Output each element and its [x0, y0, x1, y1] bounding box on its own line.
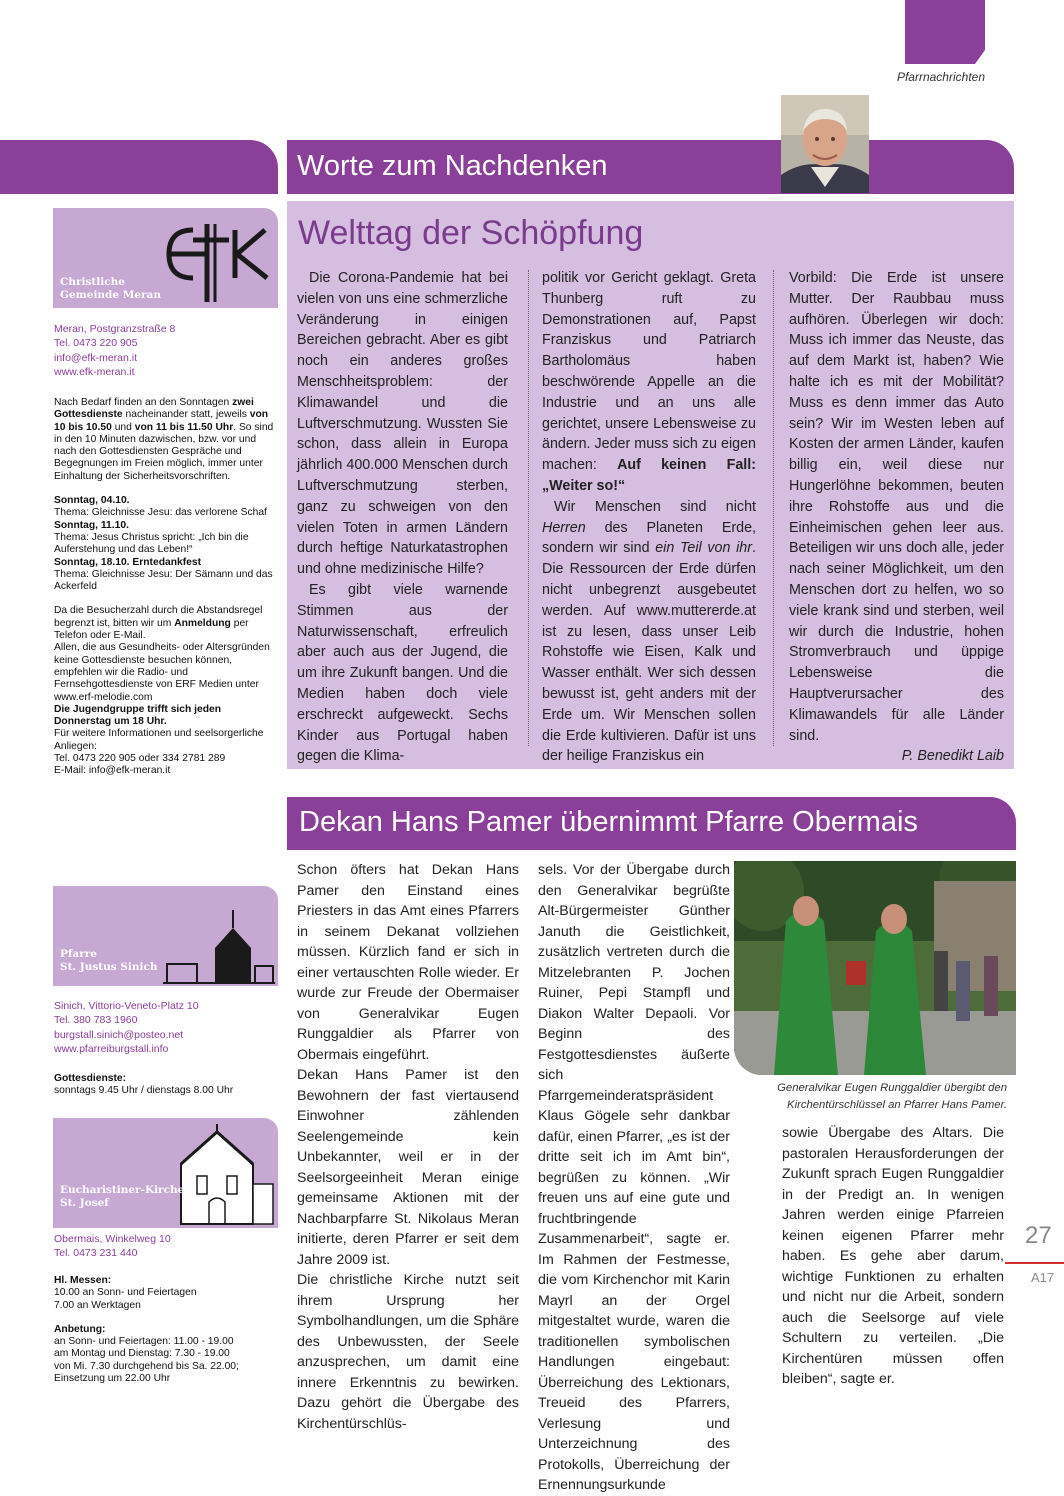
efk-service-date: Sonntag, 04.10. [54, 495, 130, 507]
photo-caption: Generalvikar Eugen Runggaldier übergibt den Kirchentürschlüssel an Pfarrer Hans Pamer. [777, 1082, 1007, 1111]
article1-column-2 [542, 268, 756, 767]
josef-times [54, 1275, 280, 1385]
josef-anbetung-line: Einsetzung um 22.00 Uhr [54, 1373, 171, 1385]
church-building-icon [177, 1124, 275, 1226]
efk-contact [54, 322, 278, 379]
efk-text: Für weitere Informationen und seelsorgerliche Anliegen: [54, 728, 264, 752]
page-number: 27 [1025, 1222, 1052, 1249]
sinich-services-heading: Gottesdienste: [54, 1073, 127, 1084]
efk-service-theme: Thema: Gleichnisse Jesu: das verlorene Schaf [54, 507, 267, 519]
article2-paragraph: Schon öfters hat Dekan Hans Pamer den Einstand eines Priesters in das Amt eines Pfarrers in seinem Dekanat vollziehen müssen. Kürzlich fand er sich in einer vertauschten Rolle wieder. Er wurde zur Freude der Obermaiser von Generalvikar Eugen Runggaldier als Pfarrer von Obermais eingeführt. [297, 862, 519, 1063]
efk-text: nacheinander statt, jeweils [125, 409, 247, 421]
article1-signature: P. Benedikt Laib [901, 748, 1004, 765]
efk-text: E-Mail: info@efk-meran.it [54, 765, 171, 777]
josef-anbetung-line: am Montag und Dienstag: 7.30 - 19.00 [54, 1348, 230, 1360]
sinich-header-box [53, 886, 278, 986]
efk-service-theme: Thema: Jesus Christus spricht: „Ich bin die Auferstehung und das Leben!“ [54, 531, 249, 556]
article2-paragraph: Dekan Hans Pamer ist den Bewohnern der fast viertausend Einwohner zählenden Seelengemeinde kein Unbekannter, weil er in der Seelsorgeeinheit Meran einige gemeinsame Aktionen mit der Nachbarpfarre St. Nikolaus Meran initierte, deren Pfarrer er seit dem Jahre 2009 ist. [297, 1067, 519, 1268]
efk-youth-group: Die Jugendgruppe trifft sich jeden Donnerstag um 18 Uhr. [54, 703, 222, 728]
author-portrait [781, 95, 869, 193]
efk-service-theme: Thema: Gleichnisse Jesu: Der Sämann und das Ackerfeld [54, 568, 273, 593]
efk-name-line1: Christliche [60, 276, 125, 288]
church-sketch-icon [163, 908, 275, 984]
column-divider [528, 270, 529, 746]
article1-title: Welttag der Schöpfung [298, 214, 644, 252]
efk-service-date: Sonntag, 11.10. [54, 519, 129, 531]
article1-italic-text: Herren [542, 519, 586, 536]
article2-paragraph: sowie Übergabe des Altars. Die pastoralen Herausforderungen der Zukunft sprach Eugen Runggaldier in der Predigt an. In wenigen Jahren werden einige Pfarreien keinen eigenen Pfarrer mehr haben. Es gehe aber darum, wichtige Funktionen zu erhalten und nicht nur die Arbeit, sondern auch die Seelsorge auf viele Schultern zu verteilen. „Die Kirchentüren müssen offen bleiben“, sagte er. [782, 1125, 1004, 1387]
sinich-email[interactable]: burgstall.sinich@posteo.net [54, 1028, 184, 1041]
efk-name-line2: Gemeinde Meran [60, 289, 162, 301]
efk-text: Allen, die aus Gesundheits- oder Altersgründen keine Gottesdienste besuchen können, empfehlen wir die Radio- und Fernsehgottesdienste von ERF Medien unter www.erf-melodie.com [54, 642, 270, 703]
josef-messen-line: 10.00 an Sonn- und Feiertagen [54, 1287, 197, 1299]
footer-divider [1005, 1262, 1064, 1264]
josef-phone: Tel. 0473 231 440 [54, 1247, 138, 1260]
efk-text: . So sind in den 10 Minuten dazwischen, bzw. vor und nach den Gottesdiensten Gespräche und Begegnungen im Freien möglich, immer unter Einhaltung der Sicherheitsvorschriften. [54, 421, 274, 482]
josef-address: Obermais, Winkelweg 10 [54, 1233, 171, 1245]
efk-text: per Telefon oder E-Mail. [54, 617, 249, 642]
article1-paragraph: Es gibt viele warnende Stimmen aus der Naturwissenschaft, erfreulich aber auch aus der Jugend, die um ihre Zukunft bangen. Und die Medien haben doch viele erschreckt aufgeweckt. Sechs Kinder aus Portugal haben gegen die Klima- [297, 581, 508, 765]
article2-paragraph: Die christliche Kirche nutzt seit ihrem Ursprung her Symbolhandlungen, um die Sphäre des Unbewussten, der Seele anzusprechen, um damit eine innere Erkenntnis zu bewirken. Dazu gehört die Übergabe des Kirchentürschlüs- [297, 1272, 519, 1432]
efk-address: Meran, Postgranzstraße 8 [54, 323, 176, 335]
efk-info [54, 397, 280, 778]
article1-column-1 [297, 268, 508, 767]
article2-paragraph: sels. Vor der Übergabe durch den Generalvikar begrüßte Alt-Bürgermeister Günther Januth die Geistlichkeit, zusätzlich vertreten durch die Mitzelebranten P. Jochen Ruiner, Pepi Stampfl und Diakon Walter Depaoli. Vor Beginn des Festgottesdienstes äußerte sich Pfarrgemeinderatspräsident Klaus Gögele sehr dankbar dafür, einen Pfarrer, „es ist der dritte seit ich im Amt bin“, begrüßen zu können. „Wir freuen uns auf eine gute und fruchtbringende Zusammenarbeit“, sagte er. Im Rahmen der Festmesse, die vom Kirchenchor mit Karin Mayrl an der Orgel mitgestaltet wurde, waren die traditionellen symbolischen Handlungen eingebaut: Überreichung des Lektionars, Treueid des Pfarrers, Verlesung und Unterzeichnung des Protokolls, Überreichung der Ernennungsurkunde [538, 862, 730, 1493]
efk-logo-icon [163, 216, 273, 304]
efk-bold: zwei Gottesdienste [54, 397, 254, 421]
sinich-web[interactable]: www.pfarreiburgstall.info [54, 1042, 169, 1055]
sinich-contact [54, 999, 278, 1056]
efk-bold: von 11 bis 11.50 Uhr [134, 421, 234, 433]
section-label: Pfarrnachrichten [896, 70, 985, 84]
sinich-name-line1: Pfarre [60, 948, 97, 960]
efk-text: Nach Bedarf finden an den Sonntagen [54, 397, 230, 408]
sinich-address: Sinich, Vittorio-Veneto-Platz 10 [54, 1000, 199, 1012]
article2-column-3 [782, 1123, 1004, 1390]
article1-italic-text: ein Teil von ihr [655, 540, 753, 557]
article1-text: Wir Menschen sind nicht [554, 498, 756, 515]
article2-column-1 [297, 860, 519, 1434]
josef-name-line1: Eucharistiner-Kirche [60, 1184, 185, 1196]
josef-anbetung-line: an Sonn- und Feiertagen: 11.00 - 19.00 [54, 1336, 234, 1348]
ceremony-photo [734, 861, 1016, 1075]
sinich-phone: Tel. 380 783 1960 [54, 1014, 138, 1027]
josef-name-line2: St. Josef [60, 1197, 109, 1209]
article1-column-3 [789, 268, 1004, 767]
article2-title: Dekan Hans Pamer übernimmt Pfarre Obermais [299, 806, 918, 838]
sinich-name-line2: St. Justus Sinich [60, 961, 158, 973]
article1-text: . Die Ressourcen der Erde dürfen nicht unbegrenzt ausgebeutet werden. Auf www.muttererde.at ist zu lesen, dass unser Leib Rohstoffe wie Eisen, Kalk und Wasser enthält. Wer sich dessen bewusst ist, geht anders mit der Erde um. Wir Menschen sollen die Erde kultivieren. Dafür ist uns der heilige Franziskus ein [542, 540, 756, 765]
efk-text: Tel. 0473 220 905 oder 334 2781 289 [54, 753, 226, 765]
efk-phone: Tel. 0473 220 905 [54, 337, 138, 350]
article1-paragraph: Die Corona-Pandemie hat bei vielen von uns eine schmerzliche Veränderung in einigen Bereichen gebracht. Aber es gibt noch ein anderes großes Menschheitsproblem: der Klimawandel und die Luftverschmutzung. Wussten Sie schon, dass allein in Europa jährlich 400.000 Menschen durch Luftverschmutzung sterben, ganz zu schweigen von den vielen Toten in armen Ländern durch heftige Naturkatastrophen und ohne medizinische Hilfe? [297, 270, 508, 578]
sinich-services [54, 1073, 280, 1098]
article1-text: des Planeten Erde, sondern wir sind [542, 519, 756, 557]
josef-contact [54, 1232, 278, 1261]
efk-header-box [53, 208, 278, 308]
top-tab-marker [905, 0, 985, 64]
josef-header-box [53, 1118, 278, 1228]
article1-paragraph: Vorbild: Die Erde ist unsere Mutter. Der Raubbau muss aufhören. Überlegen wir doch: Muss ich immer das Neuste, das auf dem Markt ist, haben? Wie halte ich es mit der Mobilität? Muss es denn immer das Auto sein? Wir im Westen leben auf Kosten der armen Länder, kaufen billig ein, weil diese nur Hungerlöhne bekommen, beuten ihre Rohstoffe aus und die Einheimischen gehen leer aus. Beteiligen wir uns doch alle, jeder nach seiner Möglichkeit, um den Menschen dort zu helfen, wo so viele krank sind und sterben, weil wir durch die Industrie, hohen Stromverbrauch und üppige Lebensweise die Hauptverursacher des Klimawandels für alle Länder sind. [789, 270, 1004, 744]
josef-messen-heading: Hl. Messen: [54, 1275, 112, 1286]
sinich-services-times: sonntags 9.45 Uhr / dienstags 8.00 Uhr [54, 1085, 234, 1097]
article1-band-title: Worte zum Nachdenken [297, 150, 608, 182]
page-code: A17 [1031, 1270, 1055, 1285]
efk-service-date: Sonntag, 18.10. Erntedankfest [54, 556, 202, 568]
efk-bold: Anmeldung [174, 617, 231, 629]
article1-bold-text: Auf keinen Fall: „Weiter so!“ [542, 457, 756, 494]
article1-text: politik vor Gericht geklagt. Greta Thunberg ruft zu Demonstrationen auf, Papst Franziskus und Patriarch Bartholomäus haben beschwörende Appelle an die Industrie und an uns alle gerichtet, unsere Lebensweise zu ändern. Jeder muss sich zu eigen machen: [542, 270, 756, 474]
efk-text: Da die Besucherzahl durch die Abstandsregel begrenzt ist, bitten wir um [54, 605, 263, 629]
josef-messen-line: 7.00 an Werktagen [54, 1299, 141, 1311]
efk-text: und [114, 421, 132, 433]
josef-anbetung-line: von Mi. 7.30 durchgehend bis Sa. 22.00; [54, 1360, 239, 1372]
josef-anbetung-heading: Anbetung: [54, 1323, 106, 1335]
sidebar-band [0, 140, 278, 194]
efk-email[interactable]: info@efk-meran.it [54, 351, 138, 364]
column-divider [773, 270, 774, 746]
article2-column-2 [538, 860, 730, 1496]
efk-web[interactable]: www.efk-meran.it [54, 365, 135, 378]
efk-bold: von 10 bis 10.50 [54, 409, 269, 433]
